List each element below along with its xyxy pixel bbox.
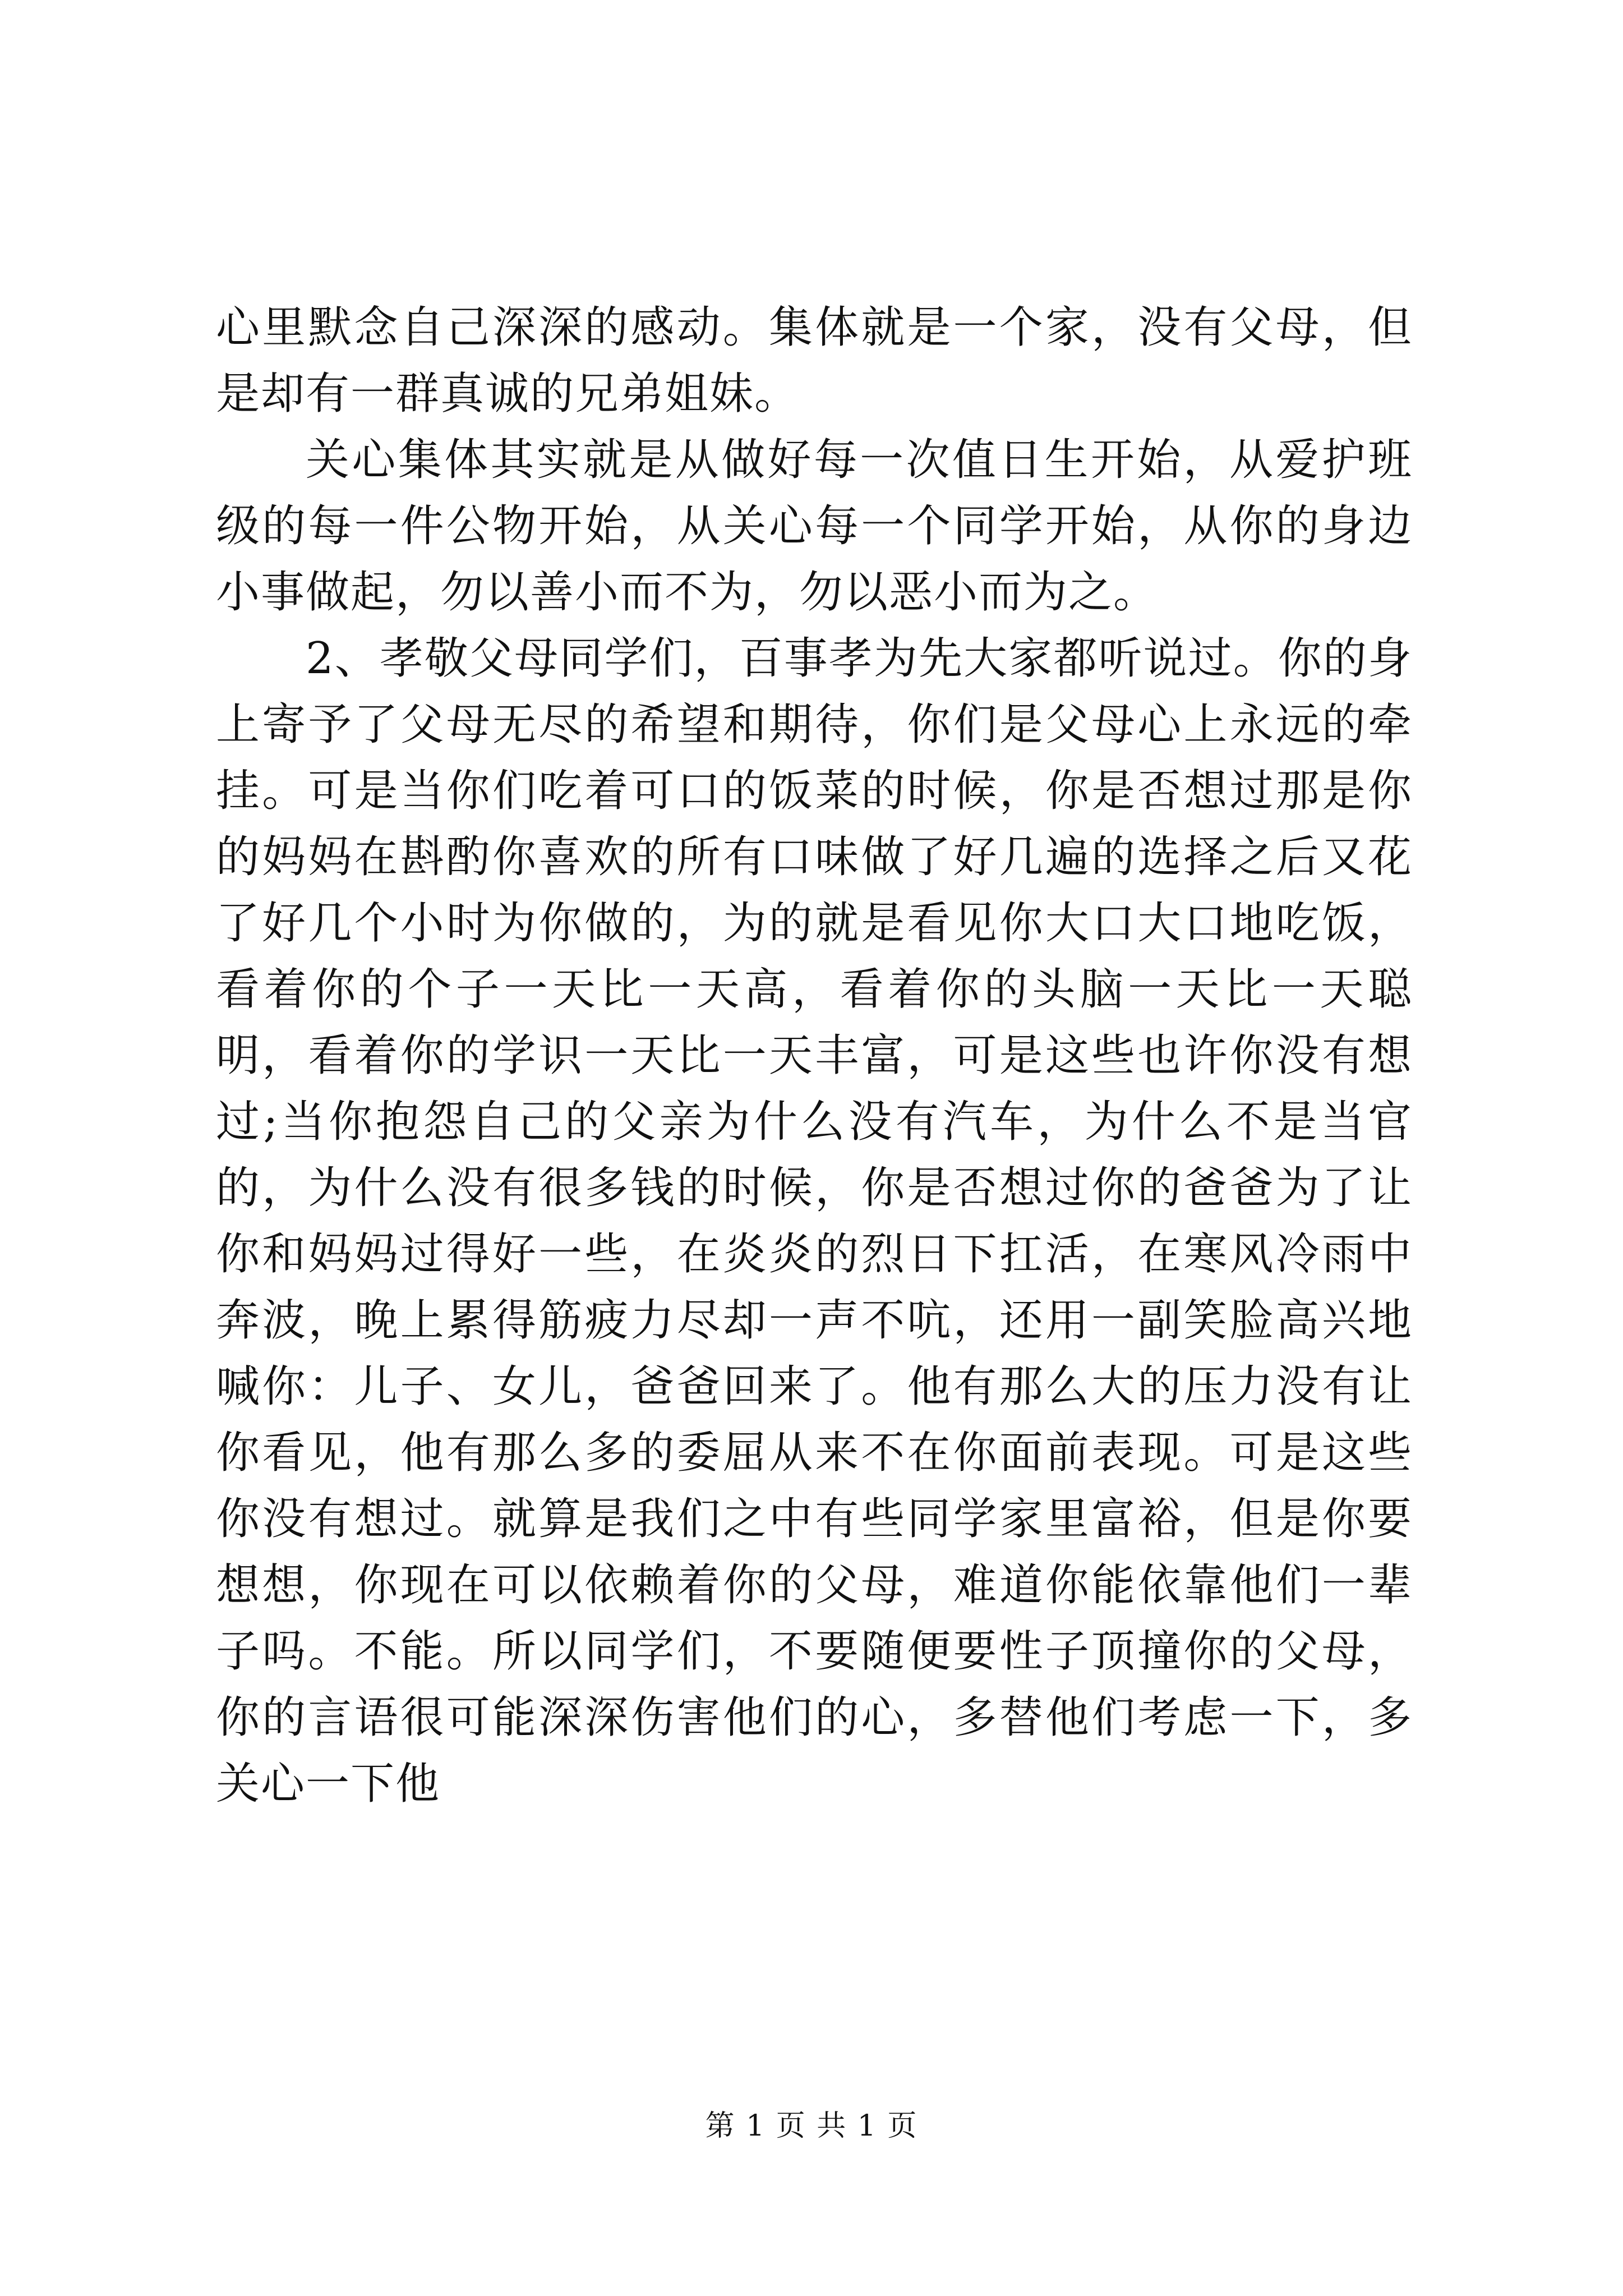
- page-footer: 第 1 页 共 1 页: [705, 2109, 918, 2143]
- paragraph-care-for-collective: 关心集体其实就是从做好每一次值日生开始，从爱护班级的每一件公物开始，从关心每一个同学开始，从你的身边小事做起，勿以善小而不为，勿以恶小而为之。: [216, 435, 1413, 618]
- document-body: [216, 295, 1413, 1817]
- paragraph-filial-piety: 2、孝敬父母同学们，百事孝为先大家都听说过。你的身上寄予了父母无尽的希望和期待，你们是父母心上永远的牵挂。可是当你们吃着可口的饭菜的时候，你是否想过那是你的妈妈在斟酌你喜欢的所有口味做了好几遍的选择之后又花了好几个小时为你做的，为的就是看见你大口大口地吃饭，看着你的个子一天比一天高，看着你的头脑一天比一天聪明，看着你的学识一天比一天丰富，可是这些也许你没有想过;当你抱怨自己的父亲为什么没有汽车，为什么不是当官的，为什么没有很多钱的时候，你是否想过你的爸爸为了让你和妈妈过得好一些，在炎炎的烈日下扛活，在寒风冷雨中奔波，晚上累得筋疲力尽却一声不吭，还用一副笑脸高兴地喊你：儿子、女儿，爸爸回来了。他有那么大的压力没有让你看见，他有那么多的委屈从来不在你面前表现。可是这些你没有想过。就算是我们之中有些同学家里富裕，但是你要想想，你现在可以依赖着你的父母，难道你能依靠他们一辈子吗。不能。所以同学们，不要随便要性子顶撞你的父母，你的言语很可能深深伤害他们的心，多替他们考虑一下，多关心一下他: [216, 633, 1413, 1809]
- paragraph-continuation: 心里默念自己深深的感动。集体就是一个家，没有父母，但是却有一群真诚的兄弟姐妹。: [216, 302, 1413, 419]
